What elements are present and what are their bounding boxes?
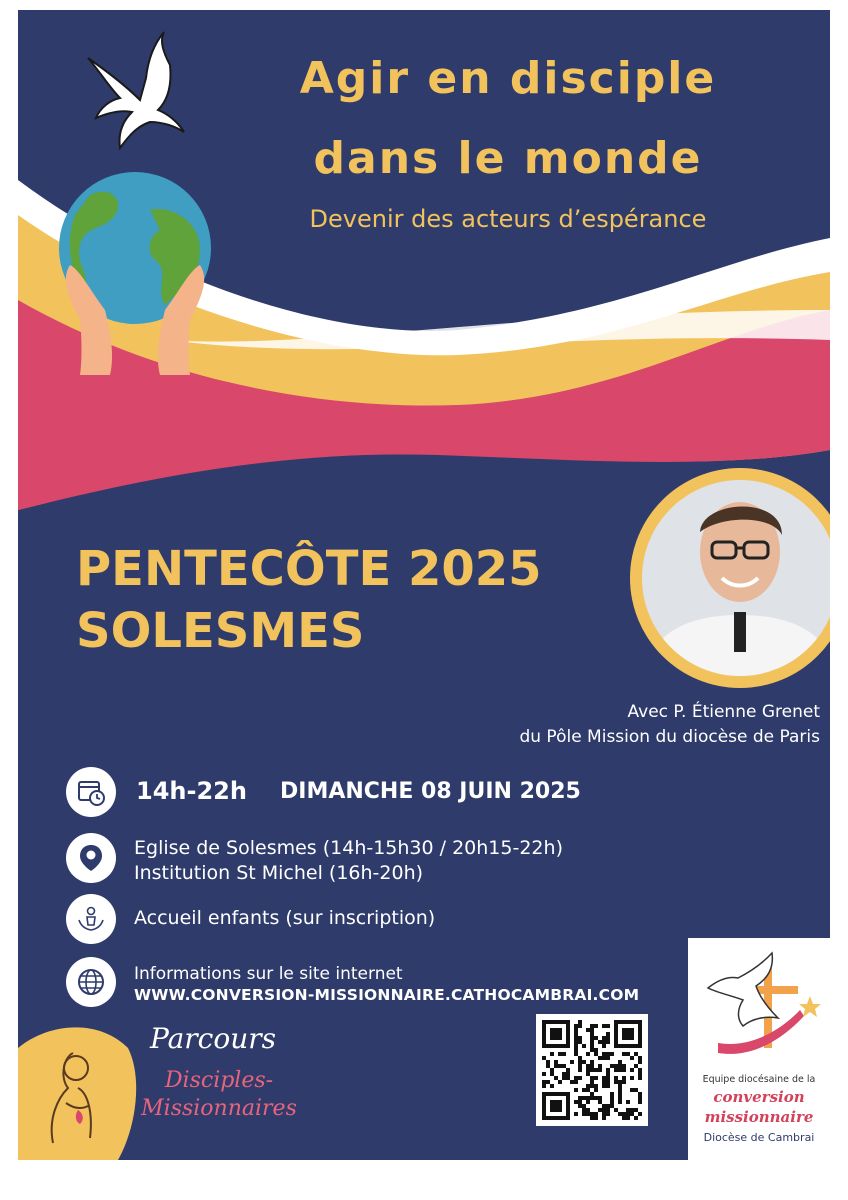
web-url[interactable]: WWW.CONVERSION-MISSIONNAIRE.CATHOCAMBRAI.COM [134, 986, 640, 1004]
logo-emblem [688, 938, 830, 1068]
logo-line-1: Equipe diocésaine de la [702, 1074, 816, 1085]
location-line-2: Institution St Michel (16h-20h) [134, 862, 424, 884]
calendar-clock-icon [66, 767, 116, 817]
event-time: 14h-22h [136, 777, 247, 805]
speaker-photo-frame [630, 468, 830, 688]
diocese-logo [688, 938, 830, 1160]
speaker-affiliation: du Pôle Mission du diocèse de Paris [519, 727, 820, 747]
dove-icon [80, 30, 190, 155]
qr-code[interactable] [536, 1014, 648, 1126]
event-location: SOLESMES [76, 603, 365, 659]
children-icon [66, 894, 116, 944]
title-line-2: dans le monde [313, 133, 703, 184]
parcours-label: Parcours [150, 1022, 276, 1055]
location-pin-icon [66, 833, 116, 883]
globe-icon [66, 957, 116, 1007]
logo-line-3: missionnaire [704, 1108, 814, 1126]
subtitle: Devenir des acteurs d’espérance [309, 205, 707, 233]
children-info: Accueil enfants (sur inscription) [134, 907, 436, 929]
parcours-name-line-1: Disciples- [164, 1068, 274, 1093]
speaker-name: Avec P. Étienne Grenet [627, 702, 820, 722]
web-intro: Informations sur le site internet [134, 964, 403, 984]
event-date: DIMANCHE 08 JUIN 2025 [280, 779, 581, 804]
location-line-1: Eglise de Solesmes (14h-15h30 / 20h15-22h) [134, 837, 563, 859]
logo-line-2: conversion [713, 1088, 805, 1106]
globe-hands-icon [50, 170, 220, 385]
logo-line-4: Diocèse de Cambrai [703, 1131, 815, 1144]
poster [18, 10, 830, 1160]
parcours-name-line-2: Missionnaires [141, 1096, 297, 1121]
title-line-1: Agir en disciple [299, 53, 717, 104]
parcours-illustration [18, 1018, 138, 1160]
speaker-photo [642, 480, 830, 676]
event-title: PENTECÔTE 2025 [76, 541, 542, 597]
